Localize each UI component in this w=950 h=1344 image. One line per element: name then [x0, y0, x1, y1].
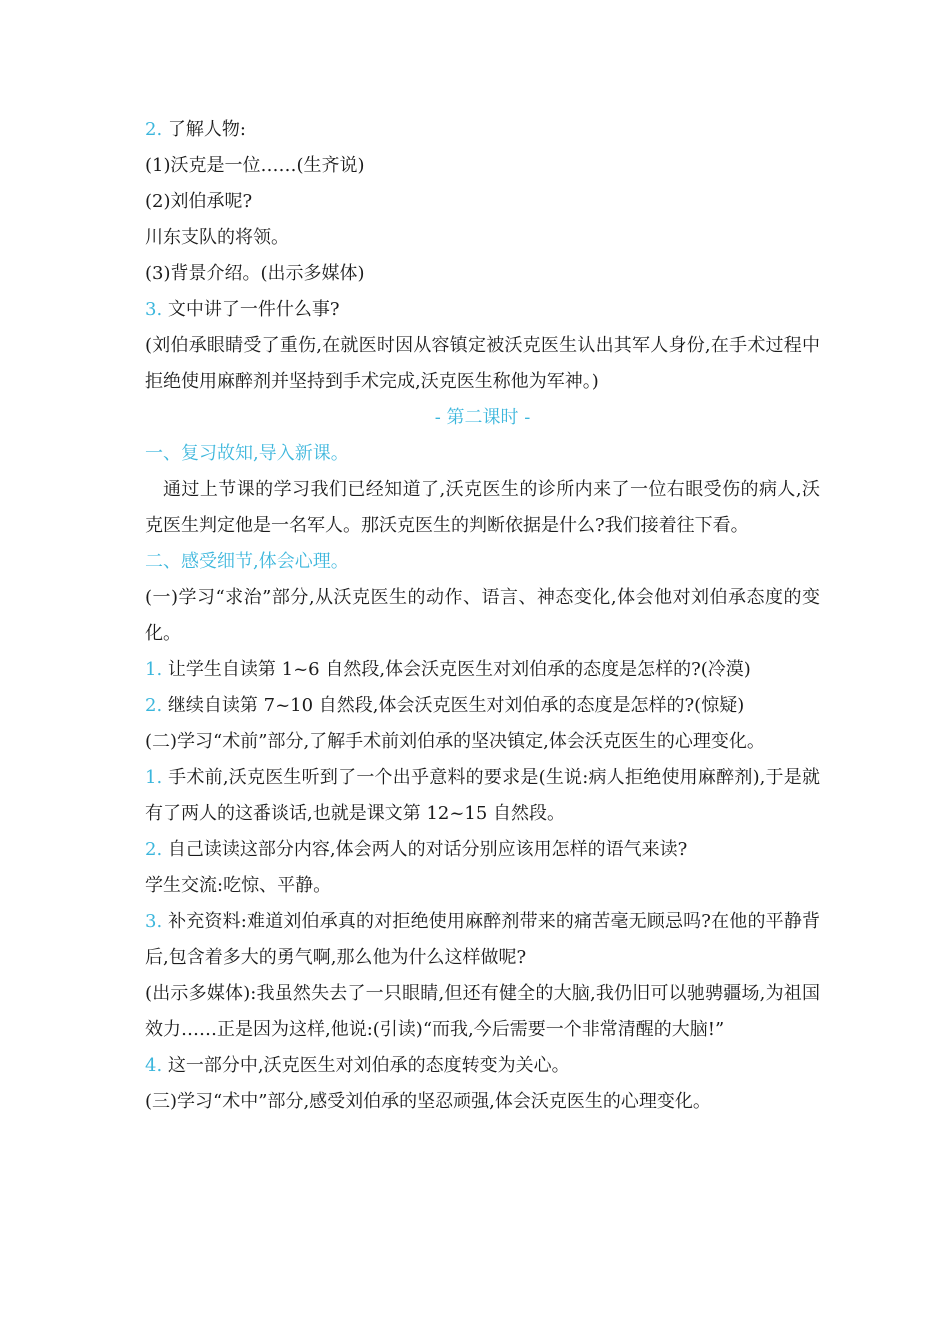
- list-item: [145, 832, 820, 868]
- answer-text: 川东支队的将领。: [145, 227, 289, 248]
- list-item: (3)背景介绍。(出示多媒体): [145, 263, 365, 284]
- item-number: 3.: [145, 911, 163, 932]
- list-item: [145, 904, 820, 976]
- list-item: [145, 688, 820, 724]
- item-number: 3.: [145, 299, 163, 320]
- item-text: 了解人物:: [167, 119, 246, 140]
- paragraph: (出示多媒体):我虽然失去了一只眼睛,但还有健全的大脑,我仍旧可以驰骋疆场,为祖国效力……正是因为这样,他说:(引读)“而我,今后需要一个非常清醒的大脑!”: [145, 983, 820, 1040]
- summary-paragraph: (刘伯承眼睛受了重伤,在就医时因从容镇定被沃克医生认出其军人身份,在手术过程中拒绝使用麻醉剂并坚持到手术完成,沃克医生称他为军神。): [145, 335, 820, 392]
- item-number: 4.: [145, 1055, 163, 1076]
- item-text: 继续自读第 7~10 自然段,体会沃克医生对刘伯承的态度是怎样的?(惊疑): [167, 695, 745, 716]
- list-item: (2)刘伯承呢?: [145, 191, 253, 212]
- section-heading: 一、复习故知,导入新课。: [145, 443, 349, 464]
- list-item: (1)沃克是一位……(生齐说): [145, 155, 365, 176]
- item-text: 让学生自读第 1~6 自然段,体会沃克医生对刘伯承的态度是怎样的?(冷漠): [167, 659, 751, 680]
- item-number: 1.: [145, 659, 163, 680]
- paragraph: 学生交流:吃惊、平静。: [145, 875, 332, 896]
- item-text: 补充资料:难道刘伯承真的对拒绝使用麻醉剂带来的痛苦毫无顾忌吗?在他的平静背后,包含着多大的勇气啊,那么他为什么这样做呢?: [145, 911, 820, 968]
- part-heading: (二)学习“术前”部分,了解手术前刘伯承的坚决镇定,体会沃克医生的心理变化。: [145, 731, 765, 752]
- list-item: [145, 652, 820, 688]
- document-page: [145, 112, 820, 1120]
- item-text: 自己读读这部分内容,体会两人的对话分别应该用怎样的语气来读?: [167, 839, 688, 860]
- list-item: [145, 292, 820, 328]
- item-text: 文中讲了一件什么事?: [167, 299, 340, 320]
- item-text: 这一部分中,沃克医生对刘伯承的态度转变为关心。: [167, 1055, 570, 1076]
- part-heading: (一)学习“求治”部分,从沃克医生的动作、语言、神态变化,体会他对刘伯承态度的变化。: [145, 587, 820, 644]
- item-number: 2.: [145, 695, 163, 716]
- item-number: 2.: [145, 839, 163, 860]
- lesson-heading: - 第二课时 -: [434, 407, 531, 428]
- part-heading: (三)学习“术中”部分,感受刘伯承的坚忍顽强,体会沃克医生的心理变化。: [145, 1091, 711, 1112]
- item-number: 2.: [145, 119, 163, 140]
- list-item: [145, 112, 820, 148]
- list-item: [145, 760, 820, 832]
- paragraph: 通过上节课的学习我们已经知道了,沃克医生的诊所内来了一位右眼受伤的病人,沃克医生判定他是一名军人。那沃克医生的判断依据是什么?我们接着往下看。: [145, 479, 820, 536]
- section-heading: 二、感受细节,体会心理。: [145, 551, 349, 572]
- item-text: 手术前,沃克医生听到了一个出乎意料的要求是(生说:病人拒绝使用麻醉剂),于是就有了两人的这番谈话,也就是课文第 12~15 自然段。: [145, 767, 820, 824]
- item-number: 1.: [145, 767, 163, 788]
- list-item: [145, 1048, 820, 1084]
